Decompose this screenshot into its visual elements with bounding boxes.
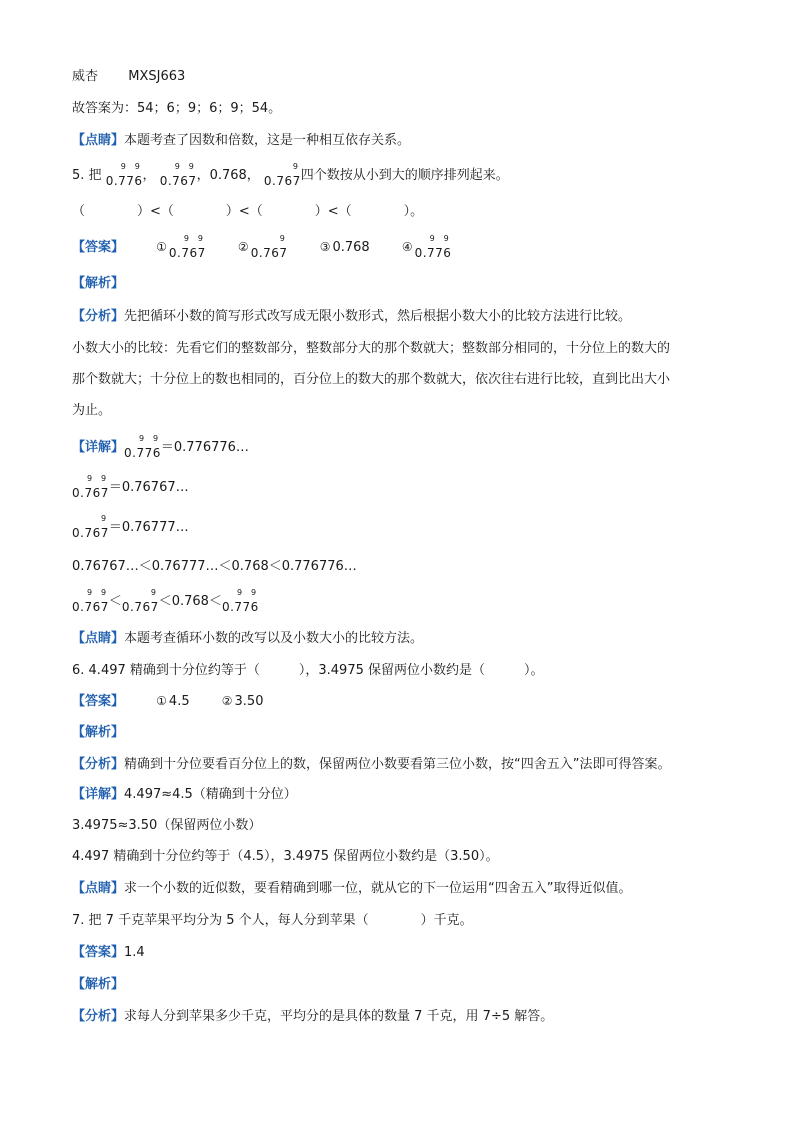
header-code: MXSJ663: [128, 69, 186, 84]
q5-jiexi: 【解析】: [72, 276, 125, 291]
question-5: 5. 把 0.776 9 9 ， 0.767 9 9 ，0.768， 0.767 9 四个数按从小到大的顺序排列起来。: [72, 162, 509, 188]
dianjing-tag: 【点睛】: [72, 133, 125, 148]
q5-number: 5. 把: [72, 168, 102, 183]
q6-fenxi: 【分析】精确到十分位要看百分位上的数，保留两位小数要看第三位小数，按“四舍五入”法即可得答案。: [72, 757, 671, 772]
decimal-0-767a: 0.767 9 9: [159, 162, 197, 188]
q5-fenxi: 【分析】先把循环小数的简写形式改写成无限小数形式，然后根据小数大小的比较方法进行比较。: [72, 309, 632, 324]
decimal-0-776: 0.776 9 9: [105, 162, 143, 188]
decimal-0-767b: 0.767 9: [263, 162, 301, 188]
q6-detail-3: 4.497 精确到十分位约等于（4.5），3.4975 保留两位小数约是（3.50）。: [72, 849, 499, 864]
answer-line: 故答案为：54；6；9；6；9；54。: [72, 101, 282, 116]
q5-para-3: 为止。: [72, 403, 112, 418]
q5-para-2: 那个数就大；十分位上的数也相同的，百分位上的数大的那个数就大，依次往右进行比较，直到比出大小: [72, 372, 671, 387]
q5-answer: 【答案】 ① 0.767 9 9 ② 0.767 9 ③ 0.768 ④ 0.776 9 9: [72, 234, 452, 260]
q5-para-1: 小数大小的比较：先看它们的整数部分，整数部分大的那个数就大；整数部分相同的，十分位上的数大的: [72, 341, 671, 356]
q5-detail-1: 【详解】0.776 9 9 ＝0.776776…: [72, 434, 249, 460]
q5-detail-3: 0.767 9 ＝0.76777…: [72, 514, 189, 540]
q5-dianjing: 【点睛】本题考查循环小数的改写以及小数大小的比较方法。: [72, 631, 424, 646]
question-6: 6. 4.497 精确到十分位约等于（ ），3.4975 保留两位小数约是（ ）。: [72, 663, 544, 678]
q5-detail-4: 0.76767…＜0.76777…＜0.768＜0.776776…: [72, 559, 357, 574]
q5-detail-2: 0.767 9 9 ＝0.76767…: [72, 474, 189, 500]
page-header: [72, 68, 185, 86]
dianjing-text: 本题考查了因数和倍数，这是一种相互依存关系。: [124, 133, 411, 148]
q7-answer: 【答案】1.4: [72, 945, 145, 960]
q5-detail-5: 0.767 9 9 ＜0.767 9 ＜0.768＜0.776 9 9: [72, 588, 259, 614]
header-school: 威杏: [72, 69, 99, 84]
question-7: 7. 把 7 千克苹果平均分为 5 个人，每人分到苹果（ ）千克。: [72, 913, 473, 928]
q6-dianjing: 【点睛】求一个小数的近似数，要看精确到哪一位，就从它的下一位运用“四舍五入”取得近似值。: [72, 881, 632, 896]
q7-fenxi: 【分析】求每人分到苹果多少千克，平均分的是具体的数量 7 千克，用 7÷5 解答。: [72, 1009, 554, 1024]
dianjing-q4: [72, 132, 410, 150]
q6-detail-2: 3.4975≈3.50（保留两位小数）: [72, 818, 262, 833]
q6-detail-1: 【详解】4.497≈4.5（精确到十分位）: [72, 787, 297, 802]
q5-blanks: （ ）<（ ）<（ ）<（ ）。: [72, 204, 424, 219]
q6-answer: 【答案】 ① 4.5 ② 3.50: [72, 694, 264, 709]
q6-jiexi: 【解析】: [72, 725, 125, 740]
q7-jiexi: 【解析】: [72, 977, 125, 992]
